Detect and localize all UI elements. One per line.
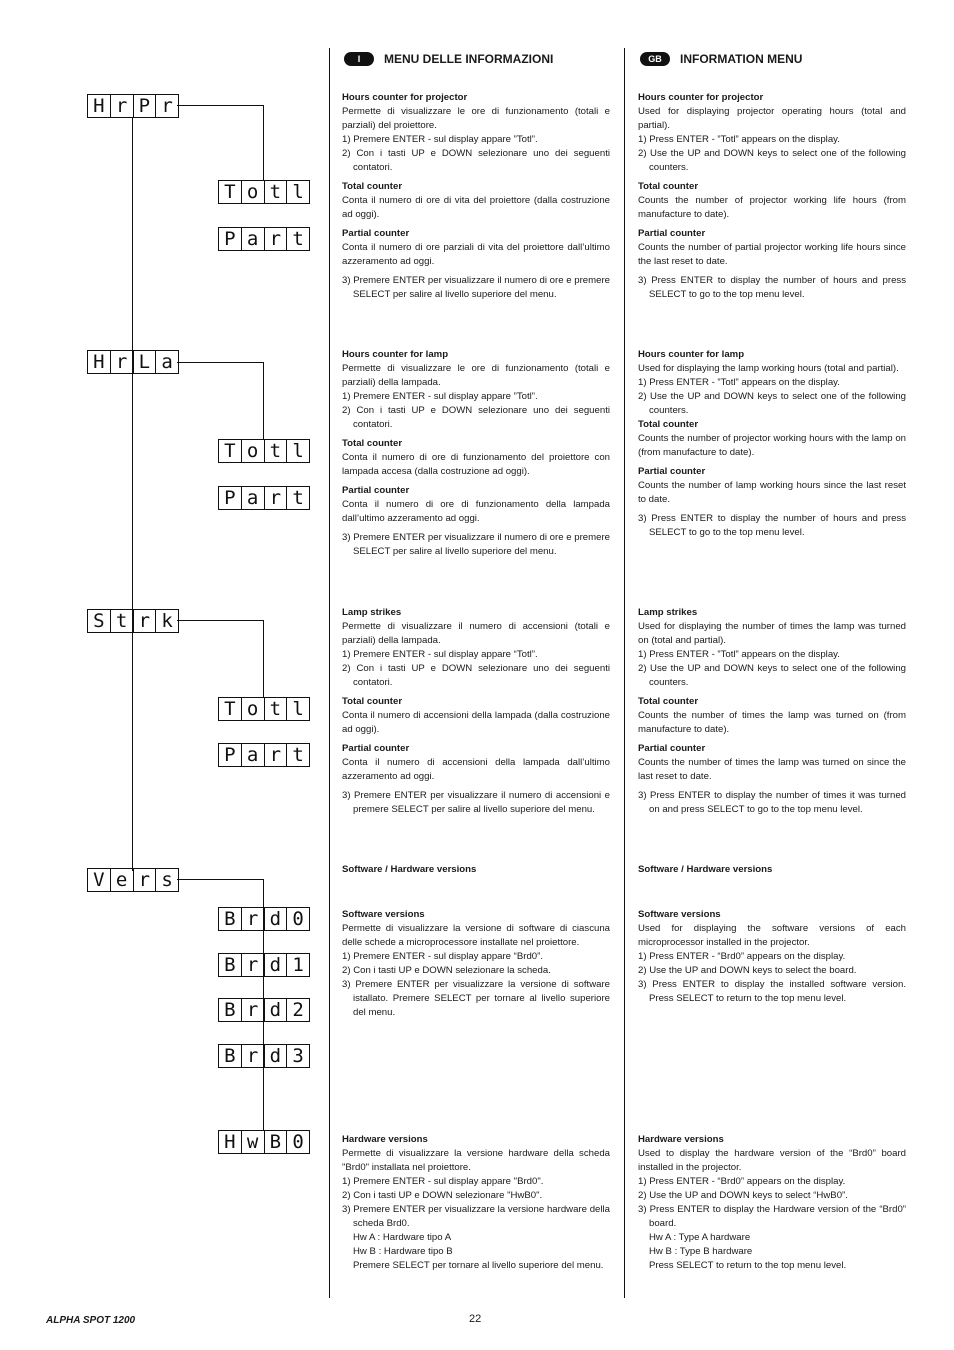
column-divider bbox=[329, 48, 330, 1298]
display-hrpr: H r P r bbox=[87, 94, 179, 118]
page-number: 22 bbox=[469, 1313, 482, 1325]
branch-line bbox=[177, 620, 264, 621]
branch-line bbox=[263, 362, 264, 439]
display-brd0: B r d 0 bbox=[218, 907, 310, 931]
language-badge-it: I bbox=[344, 52, 374, 66]
italian-header bbox=[344, 52, 553, 66]
display-brd2: B r d 2 bbox=[218, 998, 310, 1022]
footer-product-name: ALPHA SPOT 1200 bbox=[46, 1315, 136, 1326]
display-strk: S t r k bbox=[87, 609, 179, 633]
display-hrla-part: P a r t bbox=[218, 486, 310, 510]
branch-line bbox=[177, 879, 264, 880]
display-brd1: B r d 1 bbox=[218, 953, 310, 977]
display-hrla-totl: T o t l bbox=[218, 439, 310, 463]
it-section-hardware-versions: Hardware versions Permette di visualizzare la versione hardware della scheda "Brd0" installata nel proiettore. 1) Premere ENTER - sul display appare "Brd0". 2) Con i tasti UP e DOWN selezionare "HwB0". 3) Premere ENTER per visualizzare la versione hardware della scheda Brd0. Hw A : Hardware tipo A Hw B : Hardware tipo B Premere SELECT per tornare al livello superiore del menu. bbox=[342, 1134, 610, 1271]
display-hrpr-totl: T o t l bbox=[218, 180, 310, 204]
branch-line bbox=[177, 362, 264, 363]
en-section-hardware-versions: Hardware versions Used to display the hardware version of the “Brd0” board installed in the projector. 1) Press ENTER - “Brd0” appears on the display. 2) Use the UP and DOWN keys to select “HwB0”. 3) Press ENTER to display the Hardware version of the “Brd0” board. Hw A : Type A hardware Hw B : Type B hardware Press SELECT to return to the top menu level. bbox=[638, 1134, 906, 1271]
column-divider bbox=[624, 48, 625, 1298]
en-section-software-versions: Software versions Used for displaying the software versions of each microprocessor installed in the projector. 1) Press ENTER - “Brd0” appears on the display. 2) Use the UP and DOWN keys to select the board. 3) Press ENTER to display the installed software version. Press SELECT to return to the top menu level. bbox=[638, 909, 906, 1004]
language-badge-gb: GB bbox=[640, 52, 670, 66]
en-section-lamp-strikes: Lamp strikes Used for displaying the number of times the lamp was turned on (total and partial). 1) Press ENTER - ”Totl” appears on the display. 2) Use the UP and DOWN keys to select one of the following counters. Total counter Counts the number of times the lamp was turned on (from manufacture to date). Partial counter Counts the number of times the lamp was turned on since the last reset to date. 3) Press ENTER to display the number of times it was turned on and press SELECT to go to the top menu level. bbox=[638, 607, 906, 815]
it-section-projector-hours: Hours counter for projector Permette di visualizzare le ore di funzionamento (totali e parziali) del proiettore. 1) Premere ENTER - sul display appare ”Totl”. 2) Con i tasti UP e DOWN selezionare uno dei seguenti contatori. Total counter Conta il numero di ore di vita del proiettore (dalla costruzione ad oggi). Partial counter Conta il numero di ore parziali di vita del proiettore dall’ultimo azzeramento ad oggi. 3) Premere ENTER per visualizzare il numero di ore e premere SELECT per salire al livello superiore del menu. bbox=[342, 92, 610, 300]
display-strk-part: P a r t bbox=[218, 743, 310, 767]
italian-title: MENU DELLE INFORMAZIONI bbox=[384, 52, 554, 66]
branch-line bbox=[177, 105, 264, 106]
english-title: INFORMATION MENU bbox=[680, 52, 803, 66]
it-section-lamp-strikes: Lamp strikes Permette di visualizzare il numero di accensioni (totali e parziali) della lampada. 1) Premere ENTER - sul display appare “Totl”. 2) Con i tasti UP e DOWN selezionare uno dei seguenti contatori. Total counter Conta il numero di accensioni della lampada (dalla costruzione ad oggi). Partial counter Conta il numero di accensioni della lampada dall’ultimo azzeramento ad oggi. 3) Premere ENTER per visualizzare il numero di accensioni e premere SELECT per salire al livello superiore del menu. bbox=[342, 607, 610, 815]
display-hrla: H r L a bbox=[87, 350, 179, 374]
display-brd3: B r d 3 bbox=[218, 1044, 310, 1068]
display-hrpr-part: P a r t bbox=[218, 227, 310, 251]
it-section-lamp-hours: Hours counter for lamp Permette di visualizzare le ore di funzionamento (totali e parziali) della lampada. 1) Premere ENTER - sul display appare ”Totl”. 2) Con i tasti UP e DOWN selezionare uno dei seguenti contatori. Total counter Conta il numero di ore di funzionamento del proiettore con lampada accesa (dalla costruzione ad oggi). Partial counter Conta il numero di ore di funzionamento della lampada dall’ultimo azzeramento ad oggi. 3) Premere ENTER per visualizzare il numero di ore e premere SELECT per salire al livello superiore del menu. bbox=[342, 349, 610, 557]
display-vers: V e r s bbox=[87, 868, 179, 892]
display-strk-totl: T o t l bbox=[218, 697, 310, 721]
branch-line bbox=[263, 105, 264, 180]
en-section-projector-hours: Hours counter for projector Used for displaying projector operating hours (total and partial). 1) Press ENTER - ”Totl” appears on the display. 2) Use the UP and DOWN keys to select one of the following counters. Total counter Counts the number of projector working life hours (from manufacture to date). Partial counter Counts the number of partial projector working life hours since the last reset to date. 3) Press ENTER to display the number of hours and press SELECT to go to the top menu level. bbox=[638, 92, 906, 300]
en-section-lamp-hours: Hours counter for lamp Used for displaying the lamp working hours (total and partial). 1) Press ENTER - ”Totl” appears on the display. 2) Use the UP and DOWN keys to select one of the following counters. Total counter Counts the number of projector working hours with the lamp on (from manufacture to date). Partial counter Counts the number of lamp working hours since the last reset to date. 3) Press ENTER to display the number of hours and press SELECT to go to the top menu level. bbox=[638, 349, 906, 538]
en-section-versions: Software / Hardware versions bbox=[638, 864, 773, 875]
branch-line bbox=[263, 620, 264, 697]
tree-trunk-line bbox=[132, 117, 133, 871]
it-section-software-versions: Software versions Permette di visualizzare la versione di software di ciascuna delle schede a microprocessore installate nel proiettore. 1) Premere ENTER - sul display appare “Brd0”. 2) Con i tasti UP e DOWN selezionare la scheda. 3) Premere ENTER per visualizzare la versione di software istallato. Premere SELECT per tornare al livello superiore del menu. bbox=[342, 909, 610, 1018]
it-section-versions: Software / Hardware versions bbox=[342, 864, 477, 875]
english-header bbox=[640, 52, 802, 66]
display-hwb0: H w B 0 bbox=[218, 1130, 310, 1154]
